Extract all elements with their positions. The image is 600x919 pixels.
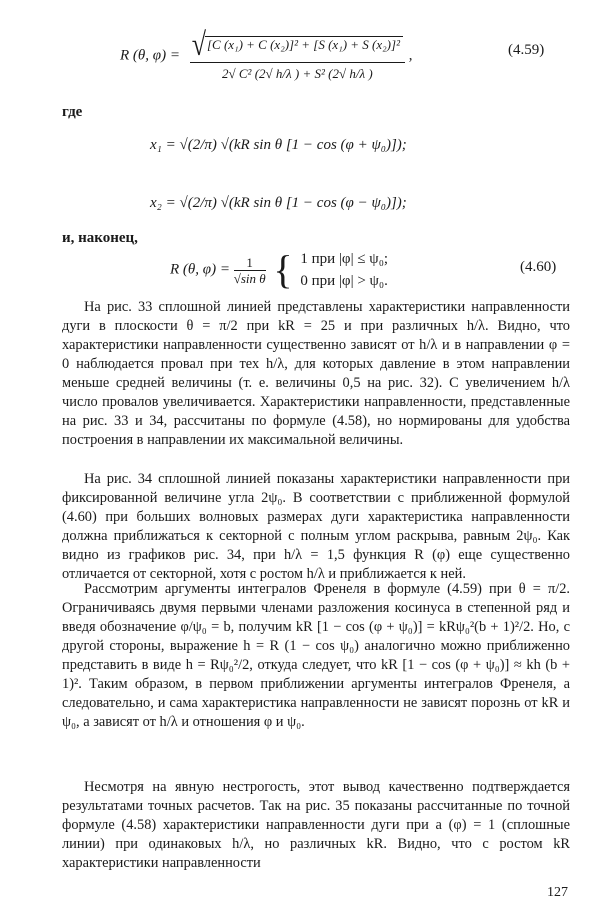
paragraph-1: На рис. 33 сплошной линией представлены характеристики направленности дуги в плоскости θ = π/2 при kR = 25 и при различных h/λ. Видно, что характеристики направленности существенно зависят от h/λ и в направлении φ = 0 наблюдается провал при тех h/λ, для которых давление в этом направлении меньше средней величины (т. е. величины 0,5 на рис. 32). С увеличением h/λ число провалов увеличивается. Характеристики направленности, представленные на рис. 33 и 34, рассчитаны по формуле (4.58), но нормированы для удобства построения в направлении их максимальной величины. (62, 299, 570, 448)
equation-number-4-59: (4.59) (508, 42, 545, 58)
eq459-denominator: 2√ C² (2√ h/λ ) + S² (2√ h/λ ) (221, 66, 373, 81)
equation-4-59: R (θ, φ) = $\frac{\text{√[C (x₁) + C (x₂)]² + [S (x₁) + S (x₂)]²}}{\text{2√ C² (2√ h/λ ) + S² (2√ h/λ )}}$ , (120, 26, 413, 81)
eq460-case-2: 0 при |φ| > ψ₀. (300, 273, 388, 289)
where-label: где (62, 104, 83, 120)
equation-x1: x₁ = √(2/π) √(kR sin θ [1 − cos (φ + ψ₀)]); (150, 137, 407, 153)
paragraph-2: На рис. 34 сплошной линией показаны характеристики направленности при фиксированной величине угла 2ψ₀. В соответствии с приближенной формулой (4.60) при больших волновых размерах дуги характеристика направленности должна приближаться к секторной с полным углом раскрыва, равным 2ψ₀. Как видно из графиков рис. 34, при h/λ = 1,5 функция R (φ) еще существенно отличается от секторной, хотя с ростом h/λ и приближается к ней. (62, 471, 570, 582)
equation-x2: x₂ = √(2/π) √(kR sin θ [1 − cos (φ − ψ₀)]); (150, 195, 407, 211)
equation-number-4-60: (4.60) (520, 259, 557, 275)
paragraph-4: Несмотря на явную нестрогость, этот вывод качественно подтверждается результатами точных расчетов. Так на рис. 35 показаны рассчитанные по точной формуле (4.58) характеристики направленности дуги при a (φ) = 1 (сплошные линии) при одинаковых h/λ, но различных kR. Видно, что с ростом kR характеристики направленности (62, 779, 570, 871)
page-number: 127 (547, 885, 568, 900)
equation-4-60: R (θ, φ) = $\frac{1}{\text{√sin θ}}$ { 1 при |φ| ≤ ψ₀; 0 при |φ| > ψ₀. (170, 247, 389, 292)
eq459-numerator: [C (x₁) + C (x₂)]² + [S (x₁) + S (x₂)]² (205, 36, 403, 51)
eq460-case-1: 1 при |φ| ≤ ψ₀; (300, 251, 389, 267)
finally-label: и, наконец, (62, 230, 138, 246)
paragraph-3: Рассмотрим аргументы интегралов Френеля в формуле (4.59) при θ = π/2. Ограничиваясь двумя первыми членами разложения косинуса в степенной ряд и введя обозначение φ/ψ₀ = b, получим kR [1 − cos (φ + ψ₀)] = kRψ₀²(b + 1)²/2. Но, с другой стороны, выражение h = R (1 − cos ψ₀) аналогично можно приближенно представить в виде h = Rψ₀²/2, откуда следует, что kR [1 − cos (φ + ψ₀)] ≈ kh (b + 1)². Таким образом, в первом приближении аргументы интегралов Френеля, а следовательно, и сама характеристика направленности не зависят порознь от kR и ψ₀, а зависят от h/λ и отношения φ и ψ₀. (62, 581, 570, 730)
